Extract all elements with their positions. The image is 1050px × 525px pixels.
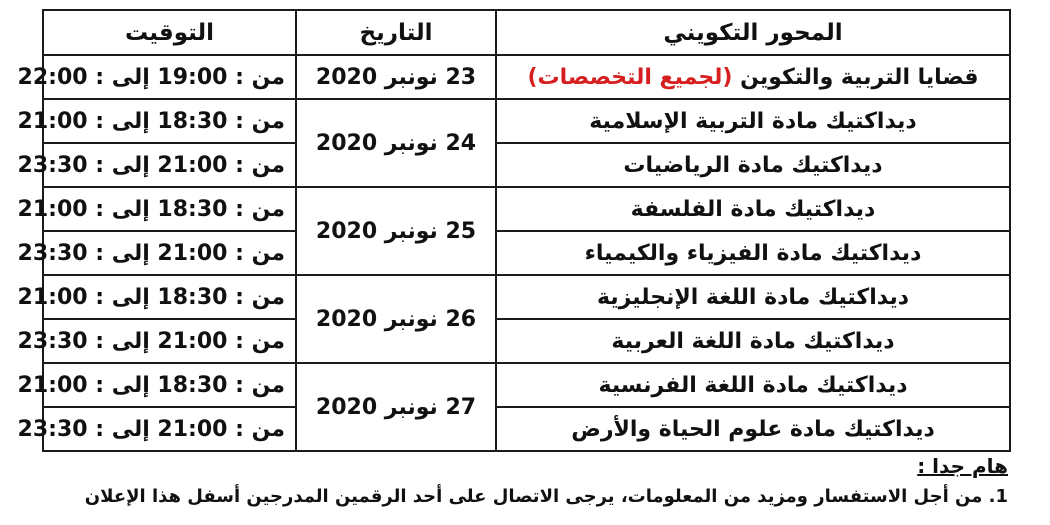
axis-cell: ديداكتيك مادة الرياضيات (496, 143, 1010, 187)
time-cell: من : 18:30 إلى : 21:00 (43, 99, 296, 143)
table-row (43, 407, 1010, 451)
table-row (43, 275, 1010, 319)
table-row (43, 143, 1010, 187)
header-time: التوقيت (43, 10, 296, 55)
time-cell: من : 21:00 إلى : 23:30 (43, 143, 296, 187)
schedule-table (17, 9, 1011, 452)
axis-cell: ديداكتيك مادة التربية الإسلامية (496, 99, 1010, 143)
time-cell: من : 21:00 إلى : 23:30 (43, 407, 296, 451)
all-specialties-tag: (لجميع التخصصات) (527, 64, 733, 90)
time-cell: من : 18:30 إلى : 21:00 (43, 275, 296, 319)
axis-cell: ديداكتيك مادة الفيزياء والكيمياء (496, 231, 1010, 275)
header-row (43, 10, 1010, 55)
axis-cell: ديداكتيك مادة اللغة العربية (496, 319, 1010, 363)
date-cell: 24 نونبر 2020 (296, 99, 496, 187)
date-cell: 23 نونبر 2020 (296, 55, 496, 99)
date-cell: 26 نونبر 2020 (296, 275, 496, 363)
date-cell: 27 نونبر 2020 (296, 363, 496, 451)
table-row (43, 187, 1010, 231)
table-row (43, 55, 1010, 99)
axis-cell: ديداكتيك مادة اللغة الفرنسية (496, 363, 1010, 407)
table-row (43, 99, 1010, 143)
time-cell: من : 19:00 إلى : 22:00 (43, 55, 296, 99)
header-axis: المحور التكويني (496, 10, 1010, 55)
date-cell: 25 نونبر 2020 (296, 187, 496, 275)
axis-cell: ديداكتيك مادة الفلسفة (496, 187, 1010, 231)
header-date: التاريخ (296, 10, 496, 55)
time-cell: من : 18:30 إلى : 21:00 (43, 187, 296, 231)
axis-cell: ديداكتيك مادة اللغة الإنجليزية (496, 275, 1010, 319)
contact-note: 1. من أجل الاستفسار ومزيد من المعلومات، يرجى الاتصال على أحد الرقمين المدرجين أسفل هذا الإعلان (84, 486, 1008, 507)
table-row (43, 231, 1010, 275)
table-row (43, 363, 1010, 407)
footer-notes (85, 454, 1008, 507)
important-heading: هام جدا : (917, 454, 1008, 478)
table-row (43, 319, 1010, 363)
time-cell: من : 21:00 إلى : 23:30 (43, 231, 296, 275)
axis-cell: ديداكتيك مادة علوم الحياة والأرض (496, 407, 1010, 451)
time-cell: من : 18:30 إلى : 21:00 (43, 363, 296, 407)
axis-label: قضايا التربية والتكوين (740, 64, 979, 90)
time-cell: من : 21:00 إلى : 23:30 (43, 319, 296, 363)
axis-cell (496, 55, 1010, 99)
